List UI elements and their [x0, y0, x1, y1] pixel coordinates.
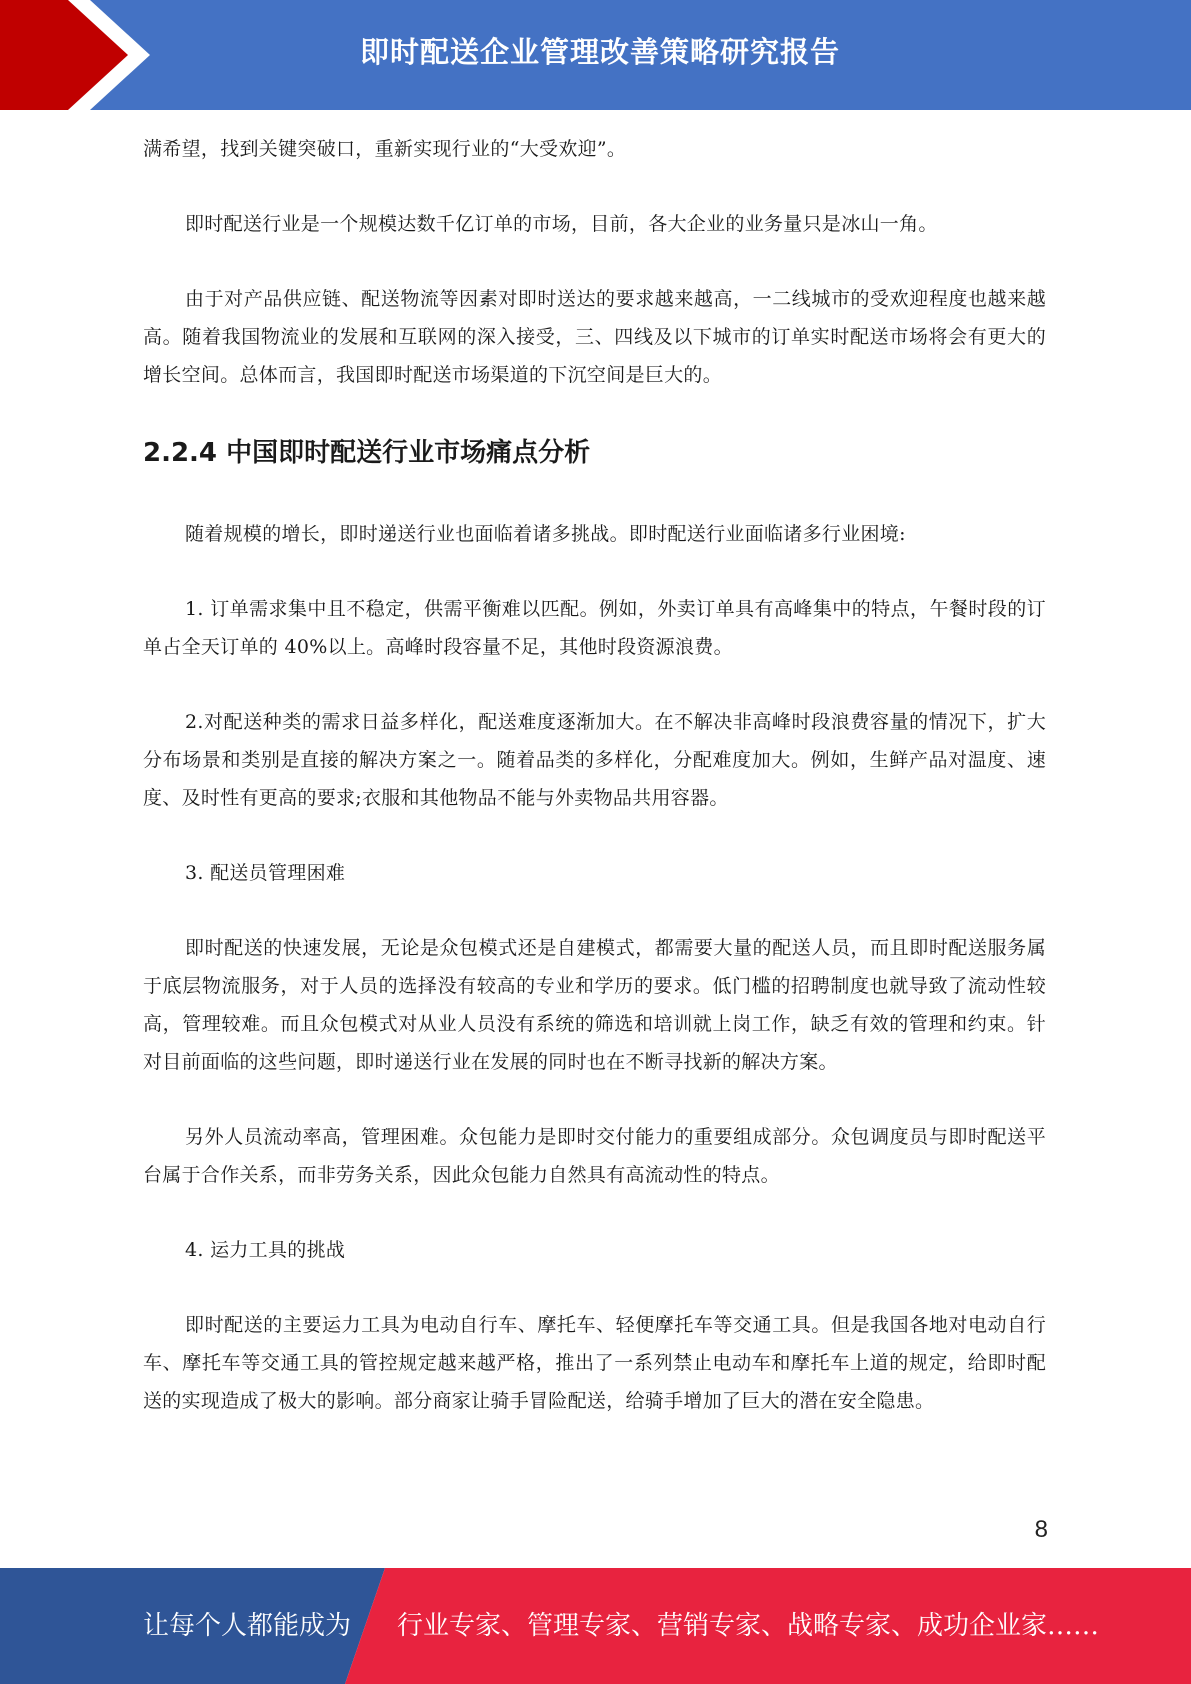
footer-slogan-right: 行业专家、管理专家、营销专家、战略专家、成功企业家……	[397, 1611, 1100, 1641]
list-item-heading: 4. 运力工具的挑战	[185, 1239, 346, 1261]
paragraph-continuation: 满希望，找到关键突破口，重新实现行业的“大受欢迎”。	[143, 138, 627, 160]
paragraph: 随着规模的增长，即时递送行业也面临着诸多挑战。即时配送行业面临诸多行业困境:	[185, 523, 906, 545]
page-number: 8	[1034, 1516, 1048, 1543]
section-heading: 2.2.4 中国即时配送行业市场痛点分析	[143, 438, 591, 468]
paragraph: 另外人员流动率高，管理困难。众包能力是即时交付能力的重要组成部分。众包调度员与即时配送平台属于合作关系，而非劳务关系，因此众包能力自然具有高流动性的特点。	[143, 1126, 1046, 1186]
paragraph: 即时配送行业是一个规模达数千亿订单的市场，目前，各大企业的业务量只是冰山一角。	[185, 213, 938, 235]
report-title: 即时配送企业管理改善策略研究报告	[360, 35, 841, 69]
list-item-paragraph: 1. 订单需求集中且不稳定，供需平衡难以匹配。例如，外卖订单具有高峰集中的特点，午餐时段的订单占全天订单的 40%以上。高峰时段容量不足，其他时段资源浪费。	[143, 598, 1046, 658]
header-bar	[0, 0, 1191, 110]
header-chevron-decoration	[0, 0, 160, 110]
footer-slogan-left: 让每个人都能成为	[143, 1611, 352, 1641]
list-item-paragraph: 2.对配送种类的需求日益多样化，配送难度逐渐加大。在不解决非高峰时段浪费容量的情况下，扩大分布场景和类别是直接的解决方案之一。随着品类的多样化，分配难度加大。例如，生鲜产品对温度、速度、及时性有更高的要求;衣服和其他物品不能与外卖物品共用容器。	[143, 711, 1046, 809]
list-item-heading: 3. 配送员管理困难	[185, 862, 346, 884]
paragraph: 即时配送的快速发展，无论是众包模式还是自建模式，都需要大量的配送人员，而且即时配送服务属于底层物流服务，对于人员的选择没有较高的专业和学历的要求。低门槛的招聘制度也就导致了流动性较高，管理较难。而且众包模式对从业人员没有系统的筛选和培训就上岗工作，缺乏有效的管理和约束。针对目前面临的这些问题，即时递送行业在发展的同时也在不断寻找新的解决方案。	[143, 937, 1046, 1073]
document-body	[143, 130, 1046, 1457]
paragraph: 即时配送的主要运力工具为电动自行车、摩托车、轻便摩托车等交通工具。但是我国各地对电动自行车、摩托车等交通工具的管控规定越来越严格，推出了一系列禁止电动车和摩托车上道的规定，给即时配送的实现造成了极大的影响。部分商家让骑手冒险配送，给骑手增加了巨大的潜在安全隐患。	[143, 1314, 1046, 1412]
paragraph: 由于对产品供应链、配送物流等因素对即时送达的要求越来越高，一二线城市的受欢迎程度也越来越高。随着我国物流业的发展和互联网的深入接受，三、四线及以下城市的订单实时配送市场将会有更大的增长空间。总体而言，我国即时配送市场渠道的下沉空间是巨大的。	[143, 288, 1046, 386]
